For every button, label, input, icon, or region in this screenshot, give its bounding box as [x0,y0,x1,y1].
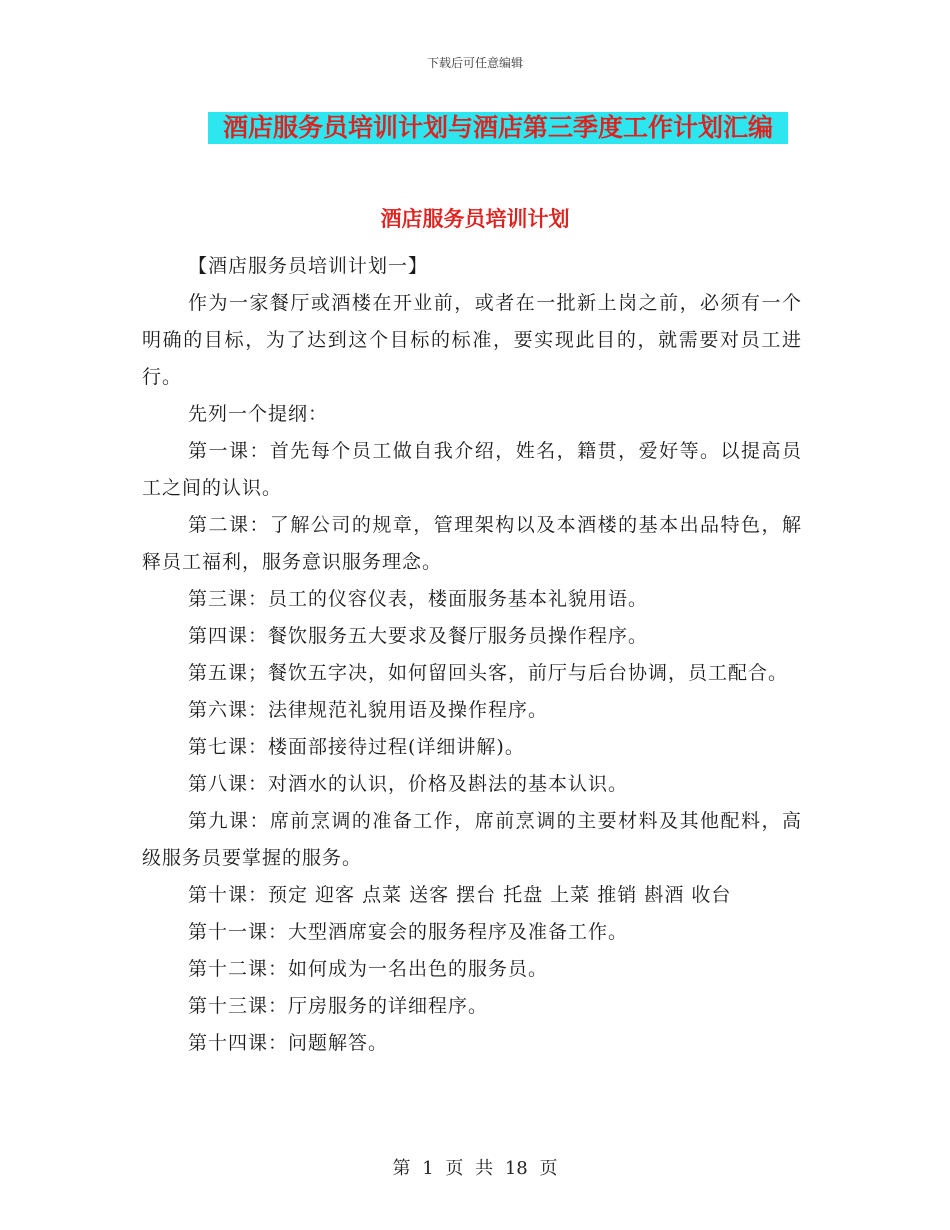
lesson-4: 第四课：餐饮服务五大要求及餐厅服务员操作程序。 [188,625,649,647]
lesson-12: 第十二课：如何成为一名出色的服务员。 [188,958,549,980]
paragraph-subheading: 【酒店服务员培训计划一】 [188,255,429,277]
lesson-2: 第二课：了解公司的规章，管理架构以及本酒楼的基本出品特色，解释员工福利，服务意识服务理念。 [142,514,802,573]
paragraph-outline: 先列一个提纲： [188,403,329,425]
document-body [142,248,802,1062]
lesson-6: 第六课：法律规范礼貌用语及操作程序。 [188,699,549,721]
page-footer: 第 1 页 共 18 页 [392,1158,558,1179]
lesson-8: 第八课：对酒水的认识，价格及斟法的基本认识。 [188,773,629,795]
document-title: 酒店服务员培训计划与酒店第三季度工作计划汇编 [208,112,788,144]
lesson-9: 第九课：席前烹调的准备工作，席前烹调的主要材料及其他配料，高级服务员要掌握的服务。 [142,810,802,869]
lesson-10: 第十课：预定 迎客 点菜 送客 摆台 托盘 上菜 推销 斟酒 收台 [188,884,732,906]
lesson-11: 第十一课：大型酒席宴会的服务程序及准备工作。 [188,921,629,943]
header-note: 下载后可任意编辑 [426,56,523,70]
lesson-13: 第十三课：厅房服务的详细程序。 [188,995,489,1017]
paragraph-intro: 作为一家餐厅或酒楼在开业前，或者在一批新上岗之前，必须有一个明确的目标，为了达到这个目标的标准，要实现此目的，就需要对员工进行。 [142,292,802,388]
lesson-1: 第一课：首先每个员工做自我介绍，姓名，籍贯，爱好等。以提高员工之间的认识。 [142,440,802,499]
lesson-5: 第五课；餐饮五字决，如何留回头客，前厅与后台协调，员工配合。 [188,662,789,684]
section-title: 酒店服务员培训计划 [380,206,570,231]
lesson-14: 第十四课：问题解答。 [188,1032,389,1054]
lesson-3: 第三课：员工的仪容仪表，楼面服务基本礼貌用语。 [188,588,649,610]
lesson-7: 第七课：楼面部接待过程(详细讲解)。 [188,736,525,758]
